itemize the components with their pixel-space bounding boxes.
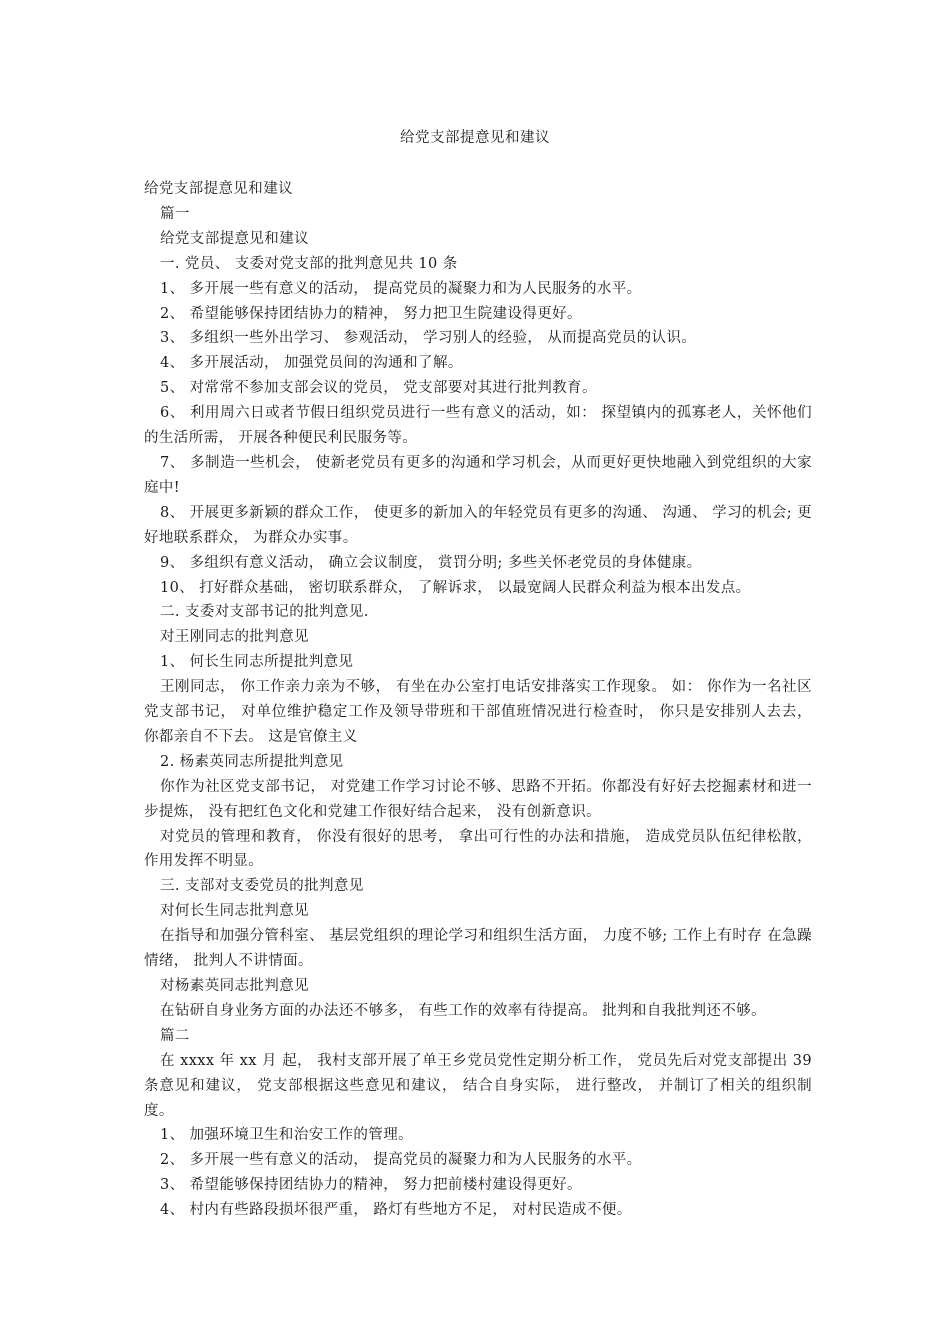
document-title: 给党支部提意见和建议 <box>400 130 550 146</box>
paragraph: 6、 利用周六日或者节假日组织党员进行一些有意义的活动，如： 探望镇内的孤寡老人，关怀他们的生活所需， 开展各种便民利民服务等。 <box>144 405 812 447</box>
paragraph: 你作为社区党支部书记， 对党建工作学习讨论不够、思路不开拓。你都没有好好去挖掘素材和进一步提炼， 没有把红色文化和党建工作很好结合起来， 没有创新意识。 <box>144 778 812 820</box>
paragraph: 9、 多组织有意义活动， 确立会议制度， 赏罚分明; 多些关怀老党员的身体健康。 <box>160 554 702 571</box>
paragraph: 对何长生同志批判意见 <box>160 903 309 920</box>
paragraph: 4、 村内有些路段损坏很严重， 路灯有些地方不足， 对村民造成不便。 <box>160 1202 632 1219</box>
paragraph: 1、 多开展一些有意义的活动， 提高党员的凝聚力和为人民服务的水平。 <box>160 280 642 297</box>
paragraph: 对杨素英同志批判意见 <box>160 978 309 994</box>
paragraph: 2. 杨素英同志所提批判意见 <box>160 753 344 770</box>
paragraph: 4、 多开展活动， 加强党员间的沟通和了解。 <box>160 355 463 372</box>
paragraph: 篇二 <box>160 1027 190 1044</box>
paragraph: 10、 打好群众基础， 密切联系群众， 了解诉求， 以最宽阔人民群众利益为根本出发点。 <box>160 579 751 596</box>
paragraph: 对党员的管理和教育， 你没有很好的思考， 拿出可行性的办法和措施， 造成党员队伍纪律松散， 作用发挥不明显。 <box>144 828 812 870</box>
paragraph: 1、 加强环境卫生和治安工作的管理。 <box>160 1127 414 1144</box>
paragraph: 对王刚同志的批判意见 <box>160 629 309 646</box>
paragraph: 王刚同志， 你工作亲力亲为不够， 有坐在办公室打电话安排落实工作现象。 如： 你作为一名社区党支部书记， 对单位维护稳定工作及领导带班和干部值班情况进行检查时， 你只是安排别人去去， 你都亲自不下去。 这是官僚主义 <box>144 679 812 745</box>
paragraph: 1、 何长生同志所提批判意见 <box>160 654 354 671</box>
paragraph: 5、 对常常不参加支部会议的党员， 党支部要对其进行批判教育。 <box>160 380 597 397</box>
paragraph: 给党支部提意见和建议 <box>144 181 293 197</box>
paragraph: 3、 希望能够保持团结协力的精神， 努力把前楼村建设得更好。 <box>160 1177 582 1194</box>
paragraph: 8、 开展更多新颖的群众工作， 使更多的新加入的年轻党员有更多的沟通、 沟通、 学习的机会; 更好地联系群众， 为群众办实事。 <box>144 504 812 546</box>
paragraph: 三. 支部对支委党员的批判意见 <box>160 878 364 895</box>
paragraph: 2、 多开展一些有意义的活动， 提高党员的凝聚力和为人民服务的水平。 <box>160 1152 642 1169</box>
paragraph: 在指导和加强分管科室、 基层党组织的理论学习和组织生活方面， 力度不够; 工作上有时存 在急躁情绪， 批判人不讲情面。 <box>144 928 812 970</box>
paragraph: 3、 多组织一些外出学习、 参观活动， 学习别人的经验， 从而提高党员的认识。 <box>160 330 697 347</box>
paragraph: 篇一 <box>160 205 190 222</box>
paragraph: 7、 多制造一些机会， 使新老党员有更多的沟通和学习机会，从而更好更快地融入到党组织的大家庭中! <box>144 454 812 496</box>
paragraph: 在 xxxx 年 xx 月 起， 我村支部开展了单王乡党员党性定期分析工作， 党员先后对党支部提出 39 条意见和建议， 党支部根据这些意见和建议， 结合自身实际， 进行整改， 并制订了相关的组织制度。 <box>144 1052 812 1119</box>
paragraph: 一. 党员、 支委对党支部的批判意见共 10 条 <box>160 255 458 272</box>
paragraph: 在钻研自身业务方面的办法还不够多， 有些工作的效率有待提高。 批判和自我批判还不够。 <box>160 1002 767 1019</box>
paragraph: 二. 支委对支部书记的批判意见. <box>160 604 369 621</box>
document-body <box>144 177 812 1223</box>
paragraph: 2、 希望能够保持团结协力的精神， 努力把卫生院建设得更好。 <box>160 305 582 322</box>
paragraph: 给党支部提意见和建议 <box>160 230 309 247</box>
